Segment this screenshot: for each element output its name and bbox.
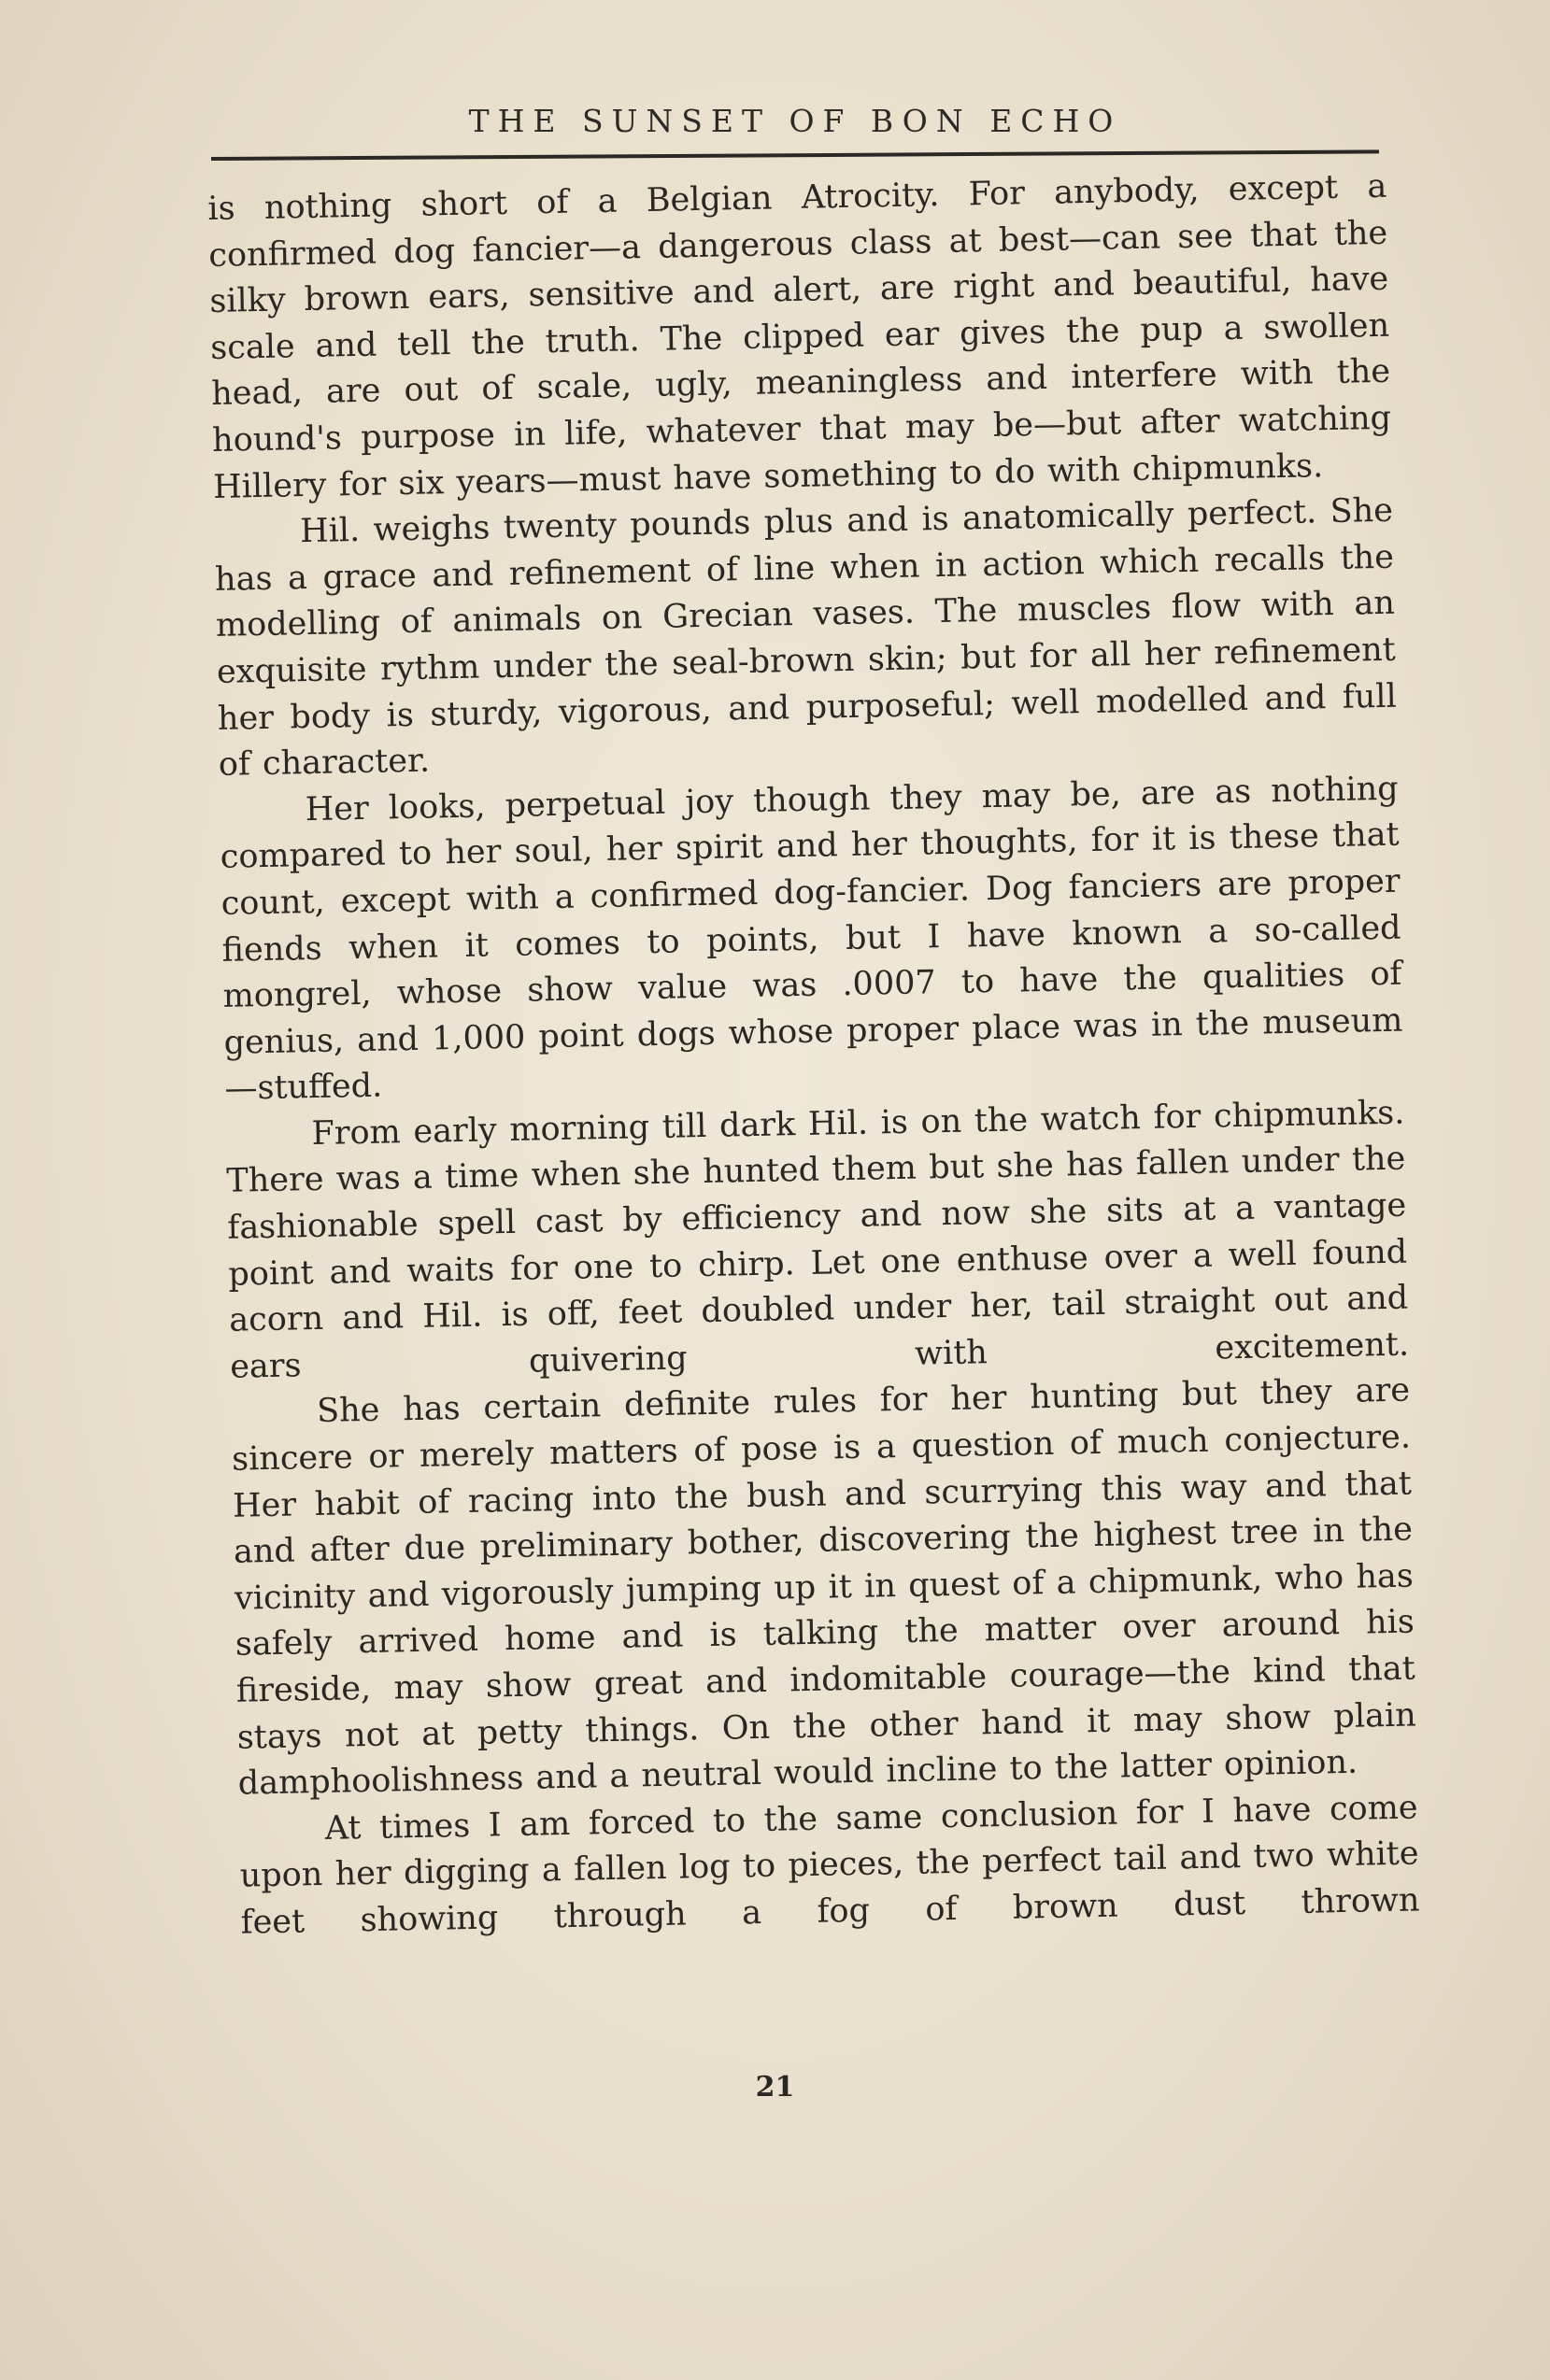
paragraph: is nothing short of a Belgian Atrocity. For anybody, except a confirmed dog fancier—a dangerous class at best—can see that the silky brown ears, sensitive and alert, are right and beautiful, have scale and tell the truth. The clipped ear gives the pup a swollen head, are out of scale, ugly, meaningless and interfere with the hound's purpose in life, whatever that may be—but after watching Hillery for six years—must have something to do with chipmunks. [207, 167, 1392, 506]
paragraph: From early morning till dark Hil. is on the watch for chipmunks. There was a time when she hunted them but she has fallen under the fashionable spell cast by efficiency and now she sits at a vantage point and waits for one to chirp. Let one enthuse over a well found acorn and Hil. is off, feet doubled under her, tail straight out and ears quivering with excitement. [226, 1094, 1410, 1386]
running-head: THE SUNSET OF BON ECHO [468, 103, 1122, 139]
page-header [211, 95, 1379, 170]
paragraph: Hil. weighs twenty pounds plus and is anatomically perfect. She has a grace and refinement of line when in action which recalls the modelling of animals on Grecian vases. The muscles flow with an exquisite rythm under the seal-brown skin; but for all her refinement her body is sturdy, vigorous, and purposeful; well modelled and full of character. [214, 491, 1398, 785]
header-rule [211, 149, 1379, 161]
paragraph: Her looks, perpetual joy though they may be, are as nothing compared to her soul, her spirit and her thoughts, for it is these that count, except with a confirmed dog-fancier. Dog fanciers are proper fiends when it comes to points, but I have known a so-called mongrel, whose show value was .0007 to have the qualities of genius, and 1,000 point dogs whose proper place was in the museum—stuffed. [220, 770, 1403, 1109]
paragraph: She has certain definite rules for her hunting but they are sincere or merely matters of pose is a question of much conjecture. Her habit of racing into the bush and scurrying this way and that and after due preliminary bother, discovering the highest tree in the vicinity and vigorously jumping up it in quest of a chipmunk, who has safely arrived home and is talking the matter over around his fireside, may show great and indomitable courage—the kind that stays not at petty things. On the other hand it may show plain damphoolishness and a neutral would incline to the latter opinion. [231, 1371, 1417, 1803]
page-number: 21 [755, 2071, 795, 2104]
paragraph: At times I am forced to the same conclusion for I have come upon her digging a fallen log to pieces, the perfect tail and two white feet showing through a fog of brown dust thrown [239, 1789, 1420, 1942]
body-text [207, 164, 1420, 1947]
